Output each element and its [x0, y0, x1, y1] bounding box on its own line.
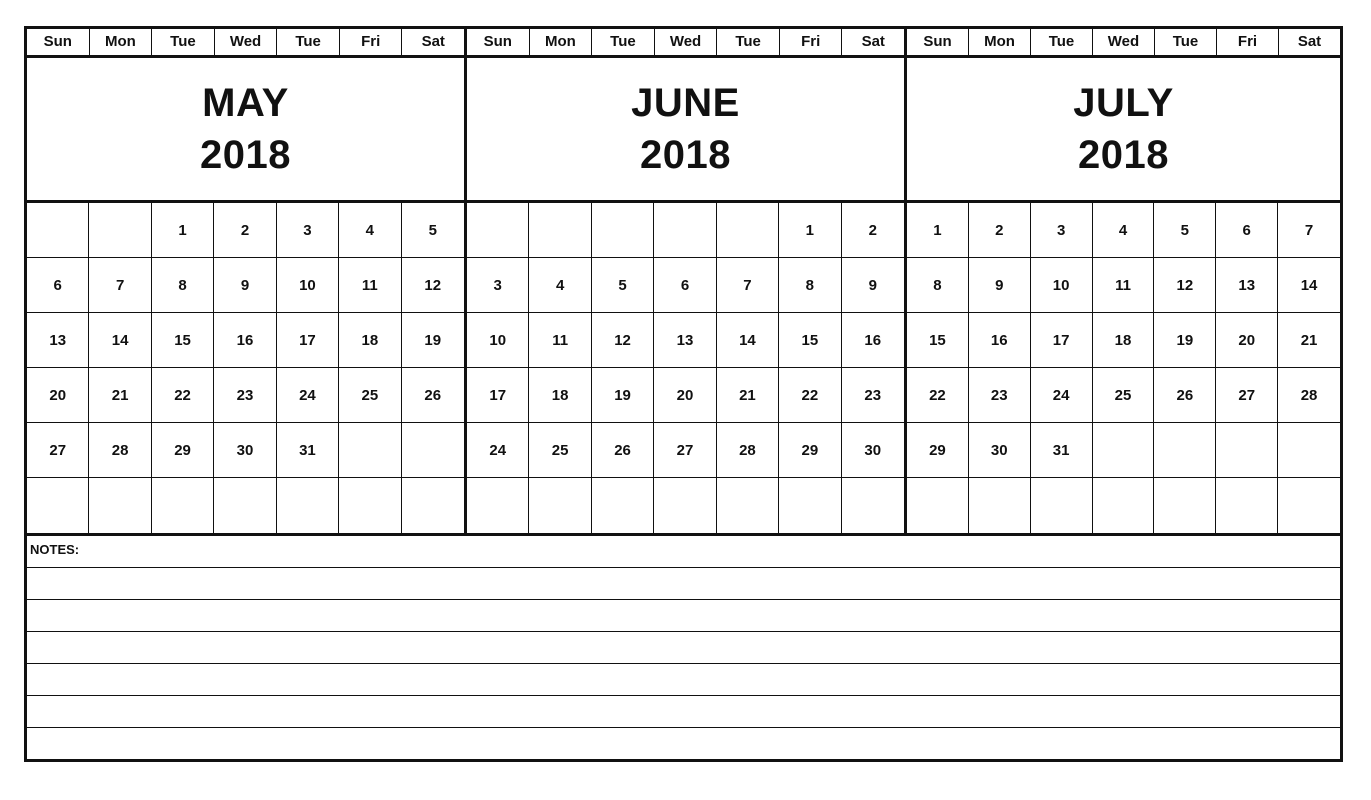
day-cell: 22	[152, 368, 214, 423]
day-cell	[467, 478, 529, 533]
weekday-label: Tue	[592, 29, 655, 55]
day-cell: 15	[907, 313, 969, 368]
day-cell: 24	[277, 368, 339, 423]
weekday-label: Fri	[780, 29, 843, 55]
day-cell	[529, 478, 591, 533]
day-cell: 25	[339, 368, 401, 423]
day-cell: 19	[1154, 313, 1216, 368]
weekday-label: Sat	[861, 33, 885, 50]
month-july	[907, 29, 1340, 533]
day-cell: 7	[1278, 203, 1340, 258]
day-cell	[842, 478, 904, 533]
day-cell: 28	[1278, 368, 1340, 423]
day-cell: 25	[1093, 368, 1155, 423]
day-cell	[1093, 423, 1155, 478]
day-cell: 5	[1154, 203, 1216, 258]
month-title	[27, 58, 464, 203]
weekday-label: Tue	[717, 29, 780, 55]
weekday-label: Tue	[1155, 29, 1217, 55]
day-cell: 17	[1031, 313, 1093, 368]
day-cell: 19	[402, 313, 464, 368]
day-cell: 31	[277, 423, 339, 478]
day-cell: 13	[27, 313, 89, 368]
weekday-label: Fri	[340, 29, 403, 55]
day-cell: 4	[529, 258, 591, 313]
day-grid	[27, 203, 464, 533]
day-cell: 29	[152, 423, 214, 478]
day-cell: 27	[654, 423, 716, 478]
weekday-label: Mon	[530, 29, 593, 55]
weekday-label: Sat	[421, 33, 445, 50]
day-cell: 11	[1093, 258, 1155, 313]
day-cell: 4	[1093, 203, 1155, 258]
day-cell: 16	[842, 313, 904, 368]
day-cell: 3	[467, 258, 529, 313]
day-cell: 19	[592, 368, 654, 423]
day-cell: 13	[654, 313, 716, 368]
day-cell: 4	[339, 203, 401, 258]
notes-line	[27, 664, 1340, 696]
day-cell: 30	[214, 423, 276, 478]
day-cell	[969, 478, 1031, 533]
weekday-label: Wed	[1093, 29, 1155, 55]
day-cell: 26	[402, 368, 464, 423]
notes-section	[27, 533, 1340, 759]
day-cell: 12	[402, 258, 464, 313]
month-title	[467, 58, 904, 203]
day-cell: 20	[654, 368, 716, 423]
notes-line	[27, 600, 1340, 632]
day-cell: 7	[717, 258, 779, 313]
month-june	[467, 29, 907, 533]
day-cell	[152, 478, 214, 533]
day-cell: 20	[27, 368, 89, 423]
day-cell: 31	[1031, 423, 1093, 478]
calendar-sheet	[24, 26, 1343, 762]
day-cell	[592, 203, 654, 258]
day-cell: 10	[277, 258, 339, 313]
day-cell: 1	[152, 203, 214, 258]
day-cell	[654, 478, 716, 533]
day-cell: 25	[529, 423, 591, 478]
day-cell	[27, 478, 89, 533]
day-cell: 8	[152, 258, 214, 313]
weekday-label: Tue	[1031, 29, 1093, 55]
day-cell: 3	[1031, 203, 1093, 258]
notes-line	[27, 696, 1340, 728]
day-cell: 2	[214, 203, 276, 258]
day-cell: 28	[89, 423, 151, 478]
day-cell: 17	[467, 368, 529, 423]
day-cell: 9	[214, 258, 276, 313]
day-cell: 23	[842, 368, 904, 423]
day-cell: 10	[467, 313, 529, 368]
weekday-label: Wed	[655, 29, 718, 55]
day-cell: 14	[89, 313, 151, 368]
day-cell: 22	[779, 368, 841, 423]
day-cell: 16	[214, 313, 276, 368]
day-cell	[592, 478, 654, 533]
day-cell: 6	[654, 258, 716, 313]
day-cell: 2	[842, 203, 904, 258]
day-cell: 3	[277, 203, 339, 258]
weekday-label: Tue	[277, 29, 340, 55]
day-cell: 12	[592, 313, 654, 368]
day-cell	[779, 478, 841, 533]
day-cell: 2	[969, 203, 1031, 258]
weekday-label: Sun	[467, 29, 530, 55]
weekday-header-row	[27, 29, 464, 58]
day-cell	[1216, 478, 1278, 533]
day-cell: 28	[717, 423, 779, 478]
day-cell: 16	[969, 313, 1031, 368]
day-cell	[1278, 423, 1340, 478]
weekday-header-row	[467, 29, 904, 58]
day-cell: 27	[1216, 368, 1278, 423]
weekday-header-row	[907, 29, 1340, 58]
day-cell	[27, 203, 89, 258]
month-name: JULY	[1073, 81, 1174, 125]
day-cell: 26	[1154, 368, 1216, 423]
day-cell: 14	[1278, 258, 1340, 313]
day-cell: 11	[339, 258, 401, 313]
day-cell: 18	[339, 313, 401, 368]
day-cell	[1216, 423, 1278, 478]
day-cell	[1278, 478, 1340, 533]
day-cell: 24	[1031, 368, 1093, 423]
day-cell	[339, 478, 401, 533]
day-cell: 6	[1216, 203, 1278, 258]
day-cell: 29	[907, 423, 969, 478]
month-title	[907, 58, 1340, 203]
day-cell: 24	[467, 423, 529, 478]
day-cell: 17	[277, 313, 339, 368]
notes-line	[27, 728, 1340, 759]
day-cell	[1093, 478, 1155, 533]
weekday-label: Wed	[215, 29, 278, 55]
day-cell: 1	[907, 203, 969, 258]
day-cell: 23	[214, 368, 276, 423]
day-grid	[907, 203, 1340, 533]
day-grid	[467, 203, 904, 533]
weekday-label: Sun	[27, 29, 90, 55]
day-cell	[339, 423, 401, 478]
day-cell: 8	[907, 258, 969, 313]
day-cell: 21	[717, 368, 779, 423]
day-cell: 10	[1031, 258, 1093, 313]
weekday-label: Tue	[152, 29, 215, 55]
day-cell: 14	[717, 313, 779, 368]
notes-line	[27, 568, 1340, 600]
weekday-label: Mon	[90, 29, 153, 55]
day-cell: 9	[969, 258, 1031, 313]
day-cell: 9	[842, 258, 904, 313]
month-name: JUNE	[631, 81, 740, 125]
notes-label: NOTES:	[30, 542, 80, 557]
day-cell	[1031, 478, 1093, 533]
day-cell: 30	[842, 423, 904, 478]
day-cell: 6	[27, 258, 89, 313]
day-cell	[89, 203, 151, 258]
day-cell: 1	[779, 203, 841, 258]
day-cell: 5	[402, 203, 464, 258]
month-year: 2018	[640, 133, 731, 177]
day-cell: 18	[529, 368, 591, 423]
weekday-label: Fri	[1217, 29, 1279, 55]
day-cell: 18	[1093, 313, 1155, 368]
day-cell: 29	[779, 423, 841, 478]
day-cell	[717, 203, 779, 258]
day-cell	[1154, 423, 1216, 478]
day-cell: 26	[592, 423, 654, 478]
notes-line	[27, 632, 1340, 664]
day-cell: 7	[89, 258, 151, 313]
day-cell: 23	[969, 368, 1031, 423]
day-cell	[907, 478, 969, 533]
month-year: 2018	[200, 133, 291, 177]
month-year: 2018	[1078, 133, 1169, 177]
day-cell: 22	[907, 368, 969, 423]
day-cell	[467, 203, 529, 258]
months-container	[27, 29, 1340, 533]
day-cell	[402, 478, 464, 533]
month-may	[27, 29, 467, 533]
day-cell	[654, 203, 716, 258]
day-cell	[717, 478, 779, 533]
day-cell: 15	[779, 313, 841, 368]
day-cell	[214, 478, 276, 533]
day-cell: 21	[89, 368, 151, 423]
weekday-label: Sun	[907, 29, 969, 55]
day-cell: 27	[27, 423, 89, 478]
weekday-label: Mon	[969, 29, 1031, 55]
day-cell: 8	[779, 258, 841, 313]
day-cell	[89, 478, 151, 533]
weekday-label: Sat	[1297, 33, 1322, 50]
day-cell: 15	[152, 313, 214, 368]
day-cell: 11	[529, 313, 591, 368]
day-cell	[529, 203, 591, 258]
day-cell	[1154, 478, 1216, 533]
day-cell	[402, 423, 464, 478]
day-cell: 30	[969, 423, 1031, 478]
day-cell: 20	[1216, 313, 1278, 368]
notes-line	[27, 536, 1340, 568]
day-cell: 5	[592, 258, 654, 313]
day-cell	[277, 478, 339, 533]
day-cell: 13	[1216, 258, 1278, 313]
day-cell: 12	[1154, 258, 1216, 313]
month-name: MAY	[202, 81, 289, 125]
day-cell: 21	[1278, 313, 1340, 368]
